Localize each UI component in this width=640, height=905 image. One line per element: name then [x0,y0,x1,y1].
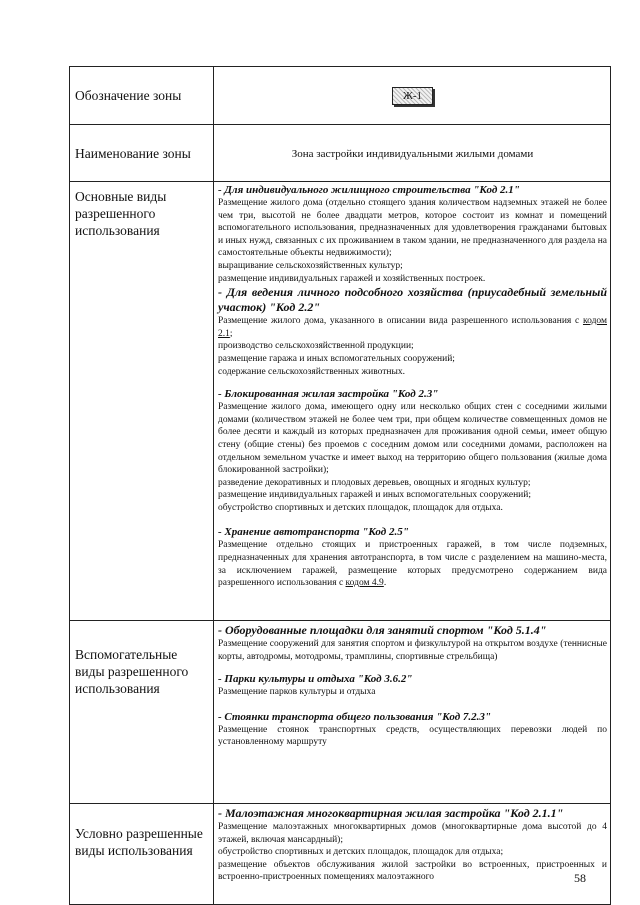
use-title: - Хранение автотранспорта "Код 2.5" [218,526,409,539]
zone-code-label: Обозначение зоны [70,67,214,125]
use-line: разведение декоративных и плодовых деревьев, овощных и ягодных культур; [218,477,531,488]
code-link[interactable]: кодом 2.1 [218,316,607,339]
zone-code-badge: Ж-1 [392,87,433,105]
use-title: - Оборудованные площадки для занятий спортом "Код 5.1.4" [218,623,547,637]
use-title: - Для индивидуального жилищного строительства "Код 2.1" [218,184,520,196]
use-item [218,673,607,699]
use-item [218,711,607,749]
use-line [218,315,607,340]
spacer [218,663,607,673]
zone-name-cell [214,125,611,182]
use-line: размещение объектов обслуживания жилой застройки во встроенных, пристроенных и встроенно-пристроенных помещениях малоэтажного [218,859,607,883]
aux-uses-label: Вспомогательные виды разрешенного использования [75,647,189,696]
zone-name-label: Наименование зоны [70,125,214,182]
use-item [218,806,607,884]
zone-code-row [70,67,611,125]
use-text: ; [229,328,233,339]
spacer [218,378,607,388]
use-line: содержание сельскохозяйственных животных. [218,366,405,377]
use-line: Размещение парков культуры и отдыха [218,687,376,698]
use-line: производство сельскохозяйственной продукции; [218,341,414,352]
cond-uses-cell [214,804,611,905]
zone-name-row [70,125,611,182]
use-text: Размещение отдельно стоящих и пристроенных гаражей, в том числе подземных, предназначенных для хранения автотранспорта, в том числе с разделением на машино-места, за исключением гаражей, размещение которых предусмотрено содержанием вида разрешенного использования с [218,540,607,589]
use-item [218,623,607,663]
use-line: выращивание сельскохозяйственных культур; [218,260,403,271]
use-title: - Парки культуры и отдыха "Код 3.6.2" [218,673,413,686]
cond-uses-row [70,804,611,905]
use-line: Размещение стоянок транспортных средств, осуществляющих перевозки людей по установленному маршруту [218,724,607,748]
use-line: Размещение малоэтажных многоквартирных домов (многоквартирные дома высотой до 4 этажей, включая мансардный); [218,822,607,845]
use-text: Размещение жилого дома, указанного в описании вида разрешенного использования с [218,316,583,327]
use-text: . [383,578,387,589]
use-line: размещение индивидуальных гаражей и хозяйственных построек. [218,273,486,284]
use-item [218,285,607,378]
main-uses-row [70,182,611,621]
use-line: Размещение жилого дома, имеющего одну или несколько общих стен с соседними жилыми домами (количеством этажей не более чем три, при общем количестве совмещенных домов не более десяти и каждый из которых предназначен для проживания одной семьи, имеет общую стену (общие стены) без проемов с соседним домом или соседними домами, расположен на отдельном земельном участке и имеет выход на территорию общего пользования (жилые дома блокированной застройки); [218,402,607,476]
use-line: Размещение сооружений для занятия спортом и физкультурой на открытом воздухе (теннисные корты, автодромы, мотодромы, трамплины, спортивные стрельбища) [218,639,607,662]
aux-uses-cell [214,621,611,804]
main-uses-cell [214,182,611,621]
use-line: Размещение жилого дома (отдельно стоящего здания количеством надземных этажей не более чем три, высотой не более двадцати метров, которое состоит из комнат и помещений вспомогательного использования, предназначенных для удовлетворения гражданами бытовых и иных нужд, связанных с их проживанием в таком здании, не предназначенного для раздела на самостоятельные объекты недвижимости); [218,198,607,259]
aux-uses-label-cell [70,621,214,804]
use-line: обустройство спортивных и детских площадок, площадок для отдыха. [218,502,503,513]
use-item [218,184,607,285]
main-uses-label: Основные виды разрешенного использования [75,189,167,238]
use-line [218,539,607,589]
use-item [218,388,607,514]
aux-uses-row [70,621,611,804]
spacer [218,699,607,711]
spacer [218,514,607,526]
use-title: - Малоэтажная многоквартирная жилая застройка "Код 2.1.1" [218,806,564,820]
code-link[interactable]: кодом 4.9 [345,578,384,589]
use-line: размещение индивидуальных гаражей и иных вспомогательных сооружений; [218,490,531,501]
cond-uses-label: Условно разрешенные виды использования [75,826,203,858]
zone-name-value: Зона застройки индивидуальными жилыми домами [291,148,534,160]
use-title: - Блокированная жилая застройка "Код 2.3" [218,388,439,401]
main-uses-label-cell [70,182,214,621]
zone-code-cell [214,67,611,125]
use-line: размещение гаража и иных вспомогательных сооружений; [218,353,455,364]
use-line: обустройство спортивных и детских площадок, площадок для отдыха; [218,847,504,858]
zoning-table [69,66,611,905]
cond-uses-label-cell [70,804,214,905]
use-title: - Стоянки транспорта общего пользования "Код 7.2.3" [218,710,492,723]
use-title: - Для ведения личного подсобного хозяйства (приусадебный земельный участок) "Код 2.2" [218,285,607,315]
use-item [218,526,607,589]
page-number: 58 [574,871,586,885]
